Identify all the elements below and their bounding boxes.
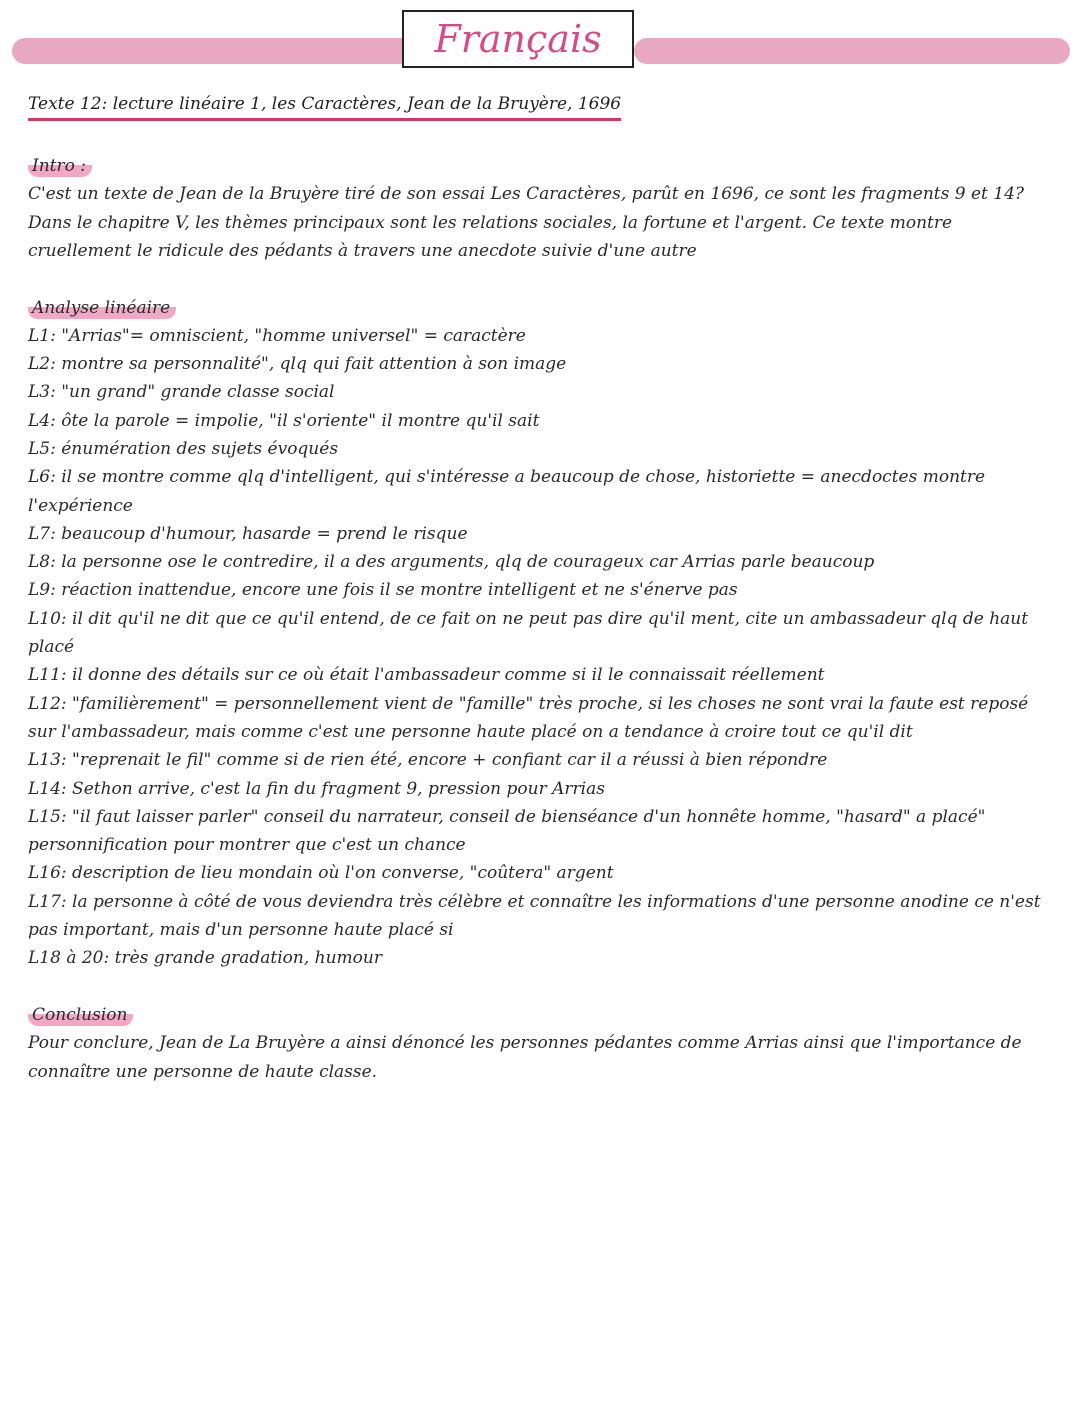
analyse-line: L12: "familièrement" = personnellement vient de "famille" très proche, si les choses ne sont vrai la faute est reposé sur l'ambassadeur, mais comme c'est une personne haute placé on a tendance à croire tout ce qu'il dit: [28, 693, 1029, 742]
analyse-line: L6: il se montre comme qlq d'intelligent, qui s'intéresse a beaucoup de chose, historiette = anecdoctes montre l'expérience: [28, 467, 986, 516]
analyse-line: L17: la personne à côté de vous deviendra très célèbre et connaître les informations d'une personne anodine ce n'est pas important, mais d'un personne haute placé si: [28, 891, 1041, 941]
analyse-line: L9: réaction inattendue, encore une fois il se montre intelligent et ne s'énerve pas: [28, 580, 738, 601]
analyse-line: L16: description de lieu mondain où l'on converse, "coûtera" argent: [28, 863, 614, 884]
analyse-line: L1: "Arrias"= omniscient, "homme universel" = caractère: [28, 325, 526, 346]
header-band-right: [634, 38, 1070, 64]
analyse-line: L3: "un grand" grande classe social: [28, 382, 335, 403]
section-spacer: [28, 973, 1058, 1001]
conclusion-heading-row: [28, 1001, 1058, 1029]
analyse-line: L13: "reprenait le fil" comme si de rien été, encore + confiant car il a réussi à bien répondre: [28, 750, 828, 771]
header-band-left: [12, 38, 412, 64]
analyse-line: L14: Sethon arrive, c'est la fin du fragment 9, pression pour Arrias: [28, 778, 605, 799]
intro-heading: Intro :: [28, 155, 92, 177]
document-subtitle: Texte 12: lecture linéaire 1, les Caractères, Jean de la Bruyère, 1696: [28, 94, 621, 121]
analyse-line: L11: il donne des détails sur ce où était l'ambassadeur comme si il le connaissait réellement: [28, 665, 825, 686]
intro-text: C'est un texte de Jean de la Bruyère tiré de son essai Les Caractères, parût en 1696, ce sont les fragments 9 et 14? Dans le chapitre V, les thèmes principaux sont les relations sociales, la fortune et l'argent. Ce texte montre cruellement le ridicule des pédants à travers une anecdote suivie d'une autre: [28, 184, 1025, 261]
analyse-heading-row: [28, 293, 1058, 321]
analyse-line: L10: il dit qu'il ne dit que ce qu'il entend, de ce fait on ne peut pas dire qu'il ment, cite un ambassadeur qlq de haut placé: [28, 608, 1029, 658]
intro-heading-row: [28, 152, 1058, 180]
analyse-line: L15: "il faut laisser parler" conseil du narrateur, conseil de bienséance d'un honnête homme, "hasard" a placé" personnification pour montrer que c'est un chance: [28, 806, 986, 856]
notes-content: [28, 152, 1058, 1086]
conclusion-text: Pour conclure, Jean de La Bruyère a ainsi dénoncé les personnes pédantes comme Arrias ainsi que l'importance de connaître une personne de haute classe.: [28, 1033, 1022, 1082]
conclusion-heading: Conclusion: [28, 1004, 133, 1026]
analyse-line: L18 à 20: très grande gradation, humour: [28, 948, 382, 969]
analyse-line: L8: la personne ose le contredire, il a des arguments, qlq de courageux car Arrias parle beaucoup: [28, 552, 875, 573]
page-header: [0, 10, 1080, 72]
analyse-heading: Analyse linéaire: [28, 297, 176, 319]
analyse-line: L7: beaucoup d'humour, hasarde = prend le risque: [28, 523, 468, 544]
analyse-line: L5: énumération des sujets évoqués: [28, 438, 339, 459]
analyse-line: L2: montre sa personnalité", qlq qui fait attention à son image: [28, 354, 567, 375]
page-title: Français: [402, 10, 634, 68]
section-spacer: [28, 265, 1058, 293]
analyse-line: L4: ôte la parole = impolie, "il s'oriente" il montre qu'il sait: [28, 410, 540, 431]
